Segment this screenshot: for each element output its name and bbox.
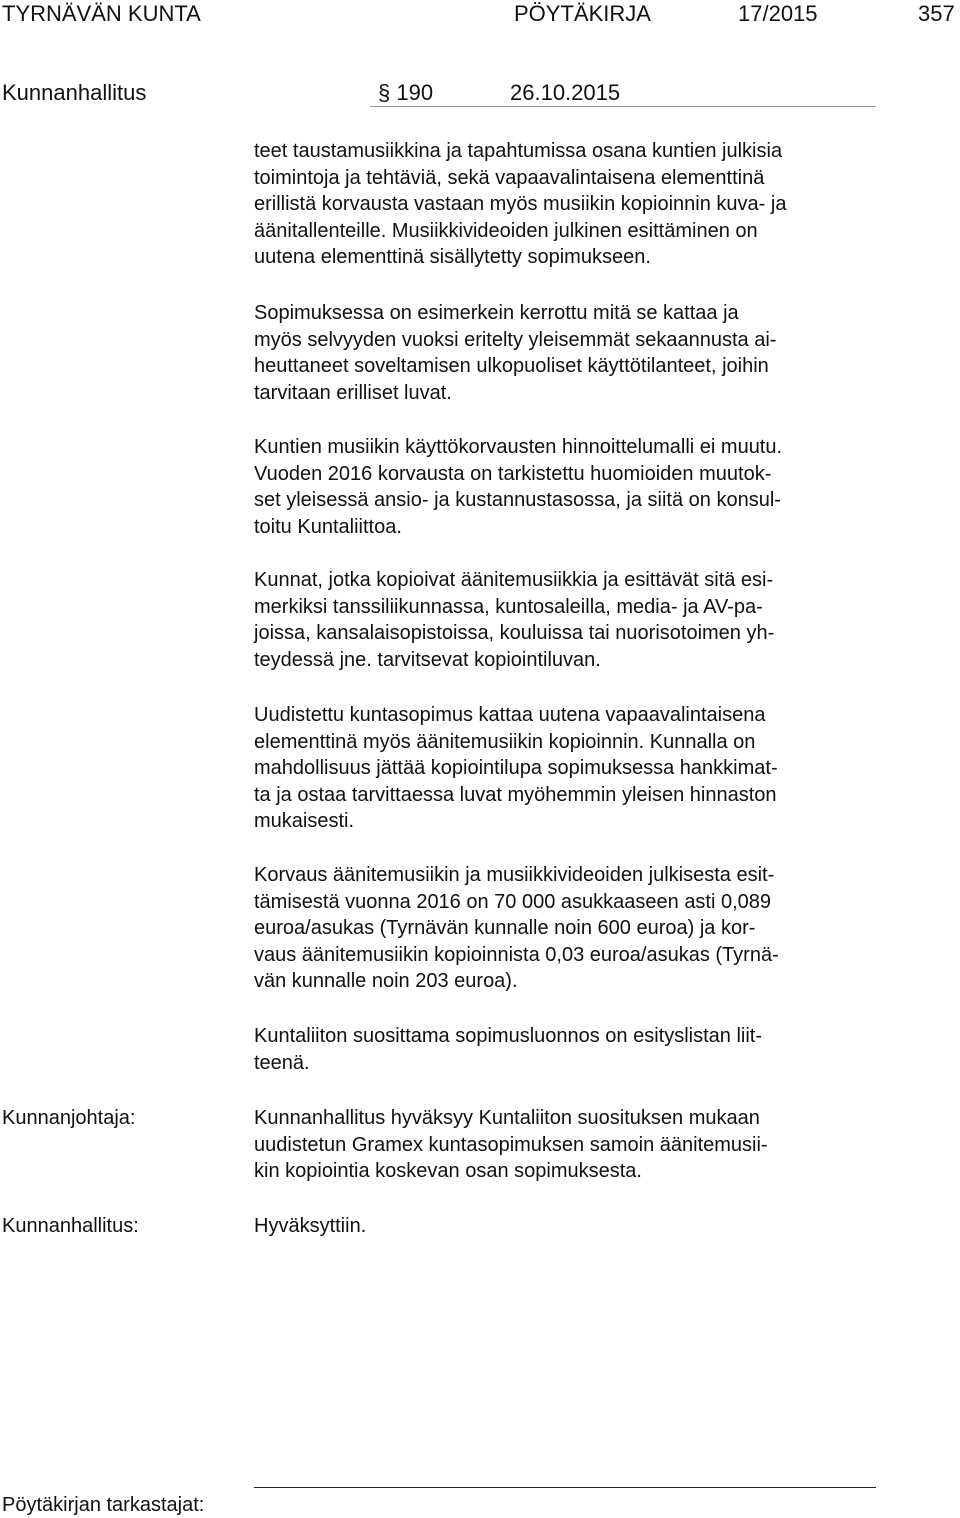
municipality-name: TYRNÄVÄN KUNTA — [2, 1, 201, 26]
meeting-date: 26.10.2015 — [510, 80, 621, 105]
decision-label: Kunnanhallitus: — [2, 1215, 139, 1237]
meeting-body: Kunnanhallitus — [2, 80, 147, 105]
document-number: 17/2015 — [738, 1, 818, 26]
footer-rule — [254, 1487, 876, 1488]
paragraph-1: teet taustamusiikkina ja tapahtumissa osana kuntien julkisia toimintoja ja tehtäviä, sekä vapaavalintaisena elementtinä erillistä korvausta vastaan myös musiikin kopioinnin kuva- ja äänitallenteille. Musiikkivideoiden julkinen esittäminen on uutena elementtinä sisällytetty sopimukseen. — [254, 140, 787, 268]
paragraph-4: Kunnat, jotka kopioivat äänitemusiikkia ja esittävät sitä esi- merkiksi tanssiliikunnassa, kuntosaleilla, media- ja AV-pa- joissa, kansalaisopistoissa, kouluissa tai nuorisotoimen yh- teydessä jne. tarvitsevat kopiointiluvan. — [254, 569, 775, 671]
page-number: 357 — [918, 1, 955, 26]
paragraph-3: Kuntien musiikin käyttökorvausten hinnoittelumalli ei muutu. Vuoden 2016 korvausta on tarkistettu huomioiden muutok- set yleisessä ansio- ja kustannustasossa, ja siitä on konsul- toitu Kuntaliittoa. — [254, 436, 783, 538]
document-type: PÖYTÄKIRJA — [514, 1, 651, 26]
proposal-text: Kunnanhallitus hyväksyy Kuntaliiton suosituksen mukaan uudistetun Gramex kuntasopimuksen samoin äänitemusii- kin kopiointia koskevan osan sopimuksesta. — [254, 1107, 768, 1182]
paragraph-5: Uudistettu kuntasopimus kattaa uutena vapaavalintaisena elementtinä myös äänitemusiikin kopioinnin. Kunnalla on mahdollisuus jättää kopiointilupa sopimuksessa hankkimat- ta ja ostaa tarvittaessa luvat myöhemmin yleisen hinnaston mukaisesti. — [254, 704, 778, 832]
decision-text: Hyväksyttiin. — [254, 1215, 367, 1237]
paragraph-6: Korvaus äänitemusiikin ja musiikkivideoiden julkisesta esit- tämisestä vuonna 2016 on 70 000 asukkaaseen asti 0,089 euroa/asukas (Tyrnävän kunnalle noin 600 euroa) ja kor- vaus äänitemusiikin kopioinnista 0,03 euroa/asukas (Tyrnä- vän kunnalle noin 203 euroa). — [254, 864, 779, 992]
paragraph-2: Sopimuksessa on esimerkein kerrottu mitä se kattaa ja myös selvyyden vuoksi eritelty yleisemmät sekaannusta ai- heuttaneet soveltamisen ulkopuoliset käyttötilanteet, joihin tarvitaan erilliset luvat. — [254, 302, 777, 404]
paragraph-7: Kuntaliiton suosittama sopimusluonnos on esityslistan liit- teenä. — [254, 1025, 763, 1074]
header-rule — [370, 106, 876, 107]
proposal-label: Kunnanjohtaja: — [2, 1107, 136, 1129]
section-number: § 190 — [378, 80, 434, 105]
reviewers-label: Pöytäkirjan tarkastajat: — [2, 1494, 205, 1516]
